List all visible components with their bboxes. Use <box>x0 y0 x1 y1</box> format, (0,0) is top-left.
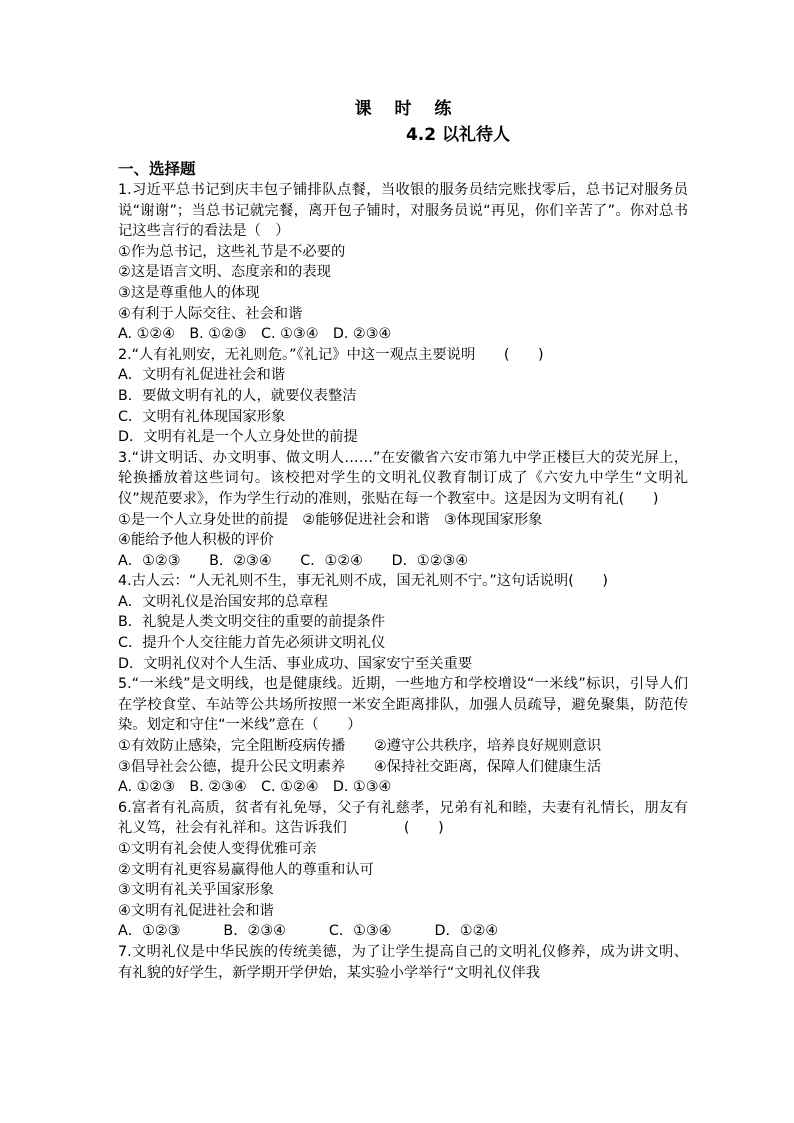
question-stem: 7.文明礼仪是中华民族的传统美德，为了让学生提高自己的文明礼仪修养，成为讲文明、有礼貌的好学生，新学期开学伊始，某实验小学举行“文明礼仪伴我 <box>118 943 688 981</box>
answer-option: B．要做文明有礼的人，就要仪表整洁 <box>118 387 357 404</box>
answer-option: D．文明有礼是一个人立身处世的前提 <box>118 429 358 446</box>
answer-option: ③倡导社会公德，提升公民文明素养 ④保持社交距离，保障人们健康生活 <box>118 758 602 775</box>
answer-option: ①作为总书记，这些礼节是不必要的 <box>118 243 346 260</box>
answer-choices: A. ①②③ B. ②③④ C. ①②④ D. ①③④ <box>118 779 392 796</box>
answer-option: B．礼貌是人类文明交往的重要的前提条件 <box>118 614 386 631</box>
question-stem: 4.古人云：“人无礼则不生，事无礼则不成，国无礼则不宁。”这句话说明( ) <box>118 573 608 590</box>
question-stem: 3.“讲文明话、办文明事、做文明人……”在安徽省六安市第九中学正楼巨大的荧光屏上，轮换播放着这些词句。该校把对学生的文明礼仪教育制订成了《六安九中学生“文明礼仪”规范要求》，作为学生行动的准则，张贴在每一个教室中。这是因为文明有礼( ) <box>118 449 688 507</box>
answer-option: ④文明有礼促进社会和谐 <box>118 902 274 919</box>
answer-option: ③这是尊重他人的体现 <box>118 284 260 301</box>
answer-option: A．文明礼仪是治国安邦的总章程 <box>118 593 328 610</box>
answer-option: C．提升个人交往能力首先必须讲文明礼仪 <box>118 635 386 652</box>
question-stem: 2.“人有礼则安，无礼则危。”《礼记》中这一观点主要说明 ( ) <box>118 346 544 363</box>
question-4 <box>118 571 688 674</box>
answer-choices: A．①②③ B．②③④ C．①②④ D．①②③④ <box>118 552 469 569</box>
question-3 <box>118 448 688 572</box>
question-2 <box>118 345 688 448</box>
answer-choices: A. ①②④ B. ①②③ C. ①③④ D. ②③④ <box>118 326 392 343</box>
answer-option: ④能给予他人积极的评价 <box>118 532 274 549</box>
question-6 <box>118 798 688 942</box>
question-stem: 1.习近平总书记到庆丰包子铺排队点餐，当收银的服务员结完账找零后，总书记对服务员说“谢谢”；当总书记就完餐，离开包子铺时，对服务员说“再见，你们辛苦了”。你对总书记这些言行的看法是（ ） <box>118 182 688 240</box>
answer-option: A．文明有礼促进社会和谐 <box>118 367 286 384</box>
question-7 <box>118 942 688 983</box>
question-stem: 6.富者有礼高质，贫者有礼免辱，父子有礼慈孝，兄弟有礼和睦，夫妻有礼情长，朋友有礼义笃，社会有礼祥和。这告诉我们 ( ) <box>118 799 688 837</box>
section-heading: 一、选择题 <box>118 160 196 178</box>
answer-option: ①是一个人立身处世的前提 ②能够促进社会和谐 ③体现国家形象 <box>118 511 543 528</box>
answer-option: ②这是语言文明、态度亲和的表现 <box>118 264 331 281</box>
answer-option: ②文明有礼更容易赢得他人的尊重和认可 <box>118 861 374 878</box>
answer-option: ①文明有礼会使人变得优雅可亲 <box>118 841 317 857</box>
answer-option: C．文明有礼体现国家形象 <box>118 408 286 425</box>
document-page <box>118 96 688 983</box>
answer-option: ③文明有礼关乎国家形象 <box>118 882 274 899</box>
question-stem: 5.“一米线”是文明线，也是健康线。近期，一些地方和学校增设“一米线”标识，引导人们在学校食堂、车站等公共场所按照一米安全距离排队，加强人员疏导，避免聚集，防范传染。划定和守住“一米线”意在（ ） <box>118 676 688 734</box>
lesson-title: 4.2 以礼待人 <box>405 125 511 145</box>
answer-option: D．文明礼仪对个人生活、事业成功、国家安宁至关重要 <box>118 655 473 672</box>
page-title: 课 时 练 <box>354 99 460 119</box>
answer-option: ④有利于人际交往、社会和谐 <box>118 305 303 322</box>
answer-option: ①有效防止感染，完全阻断疫病传播 ②遵守公共秩序，培养良好规则意识 <box>118 738 602 755</box>
question-5 <box>118 674 688 798</box>
answer-choices: A．①②③ B．②③④ C．①③④ D．①②④ <box>118 923 499 940</box>
question-1 <box>118 180 688 345</box>
